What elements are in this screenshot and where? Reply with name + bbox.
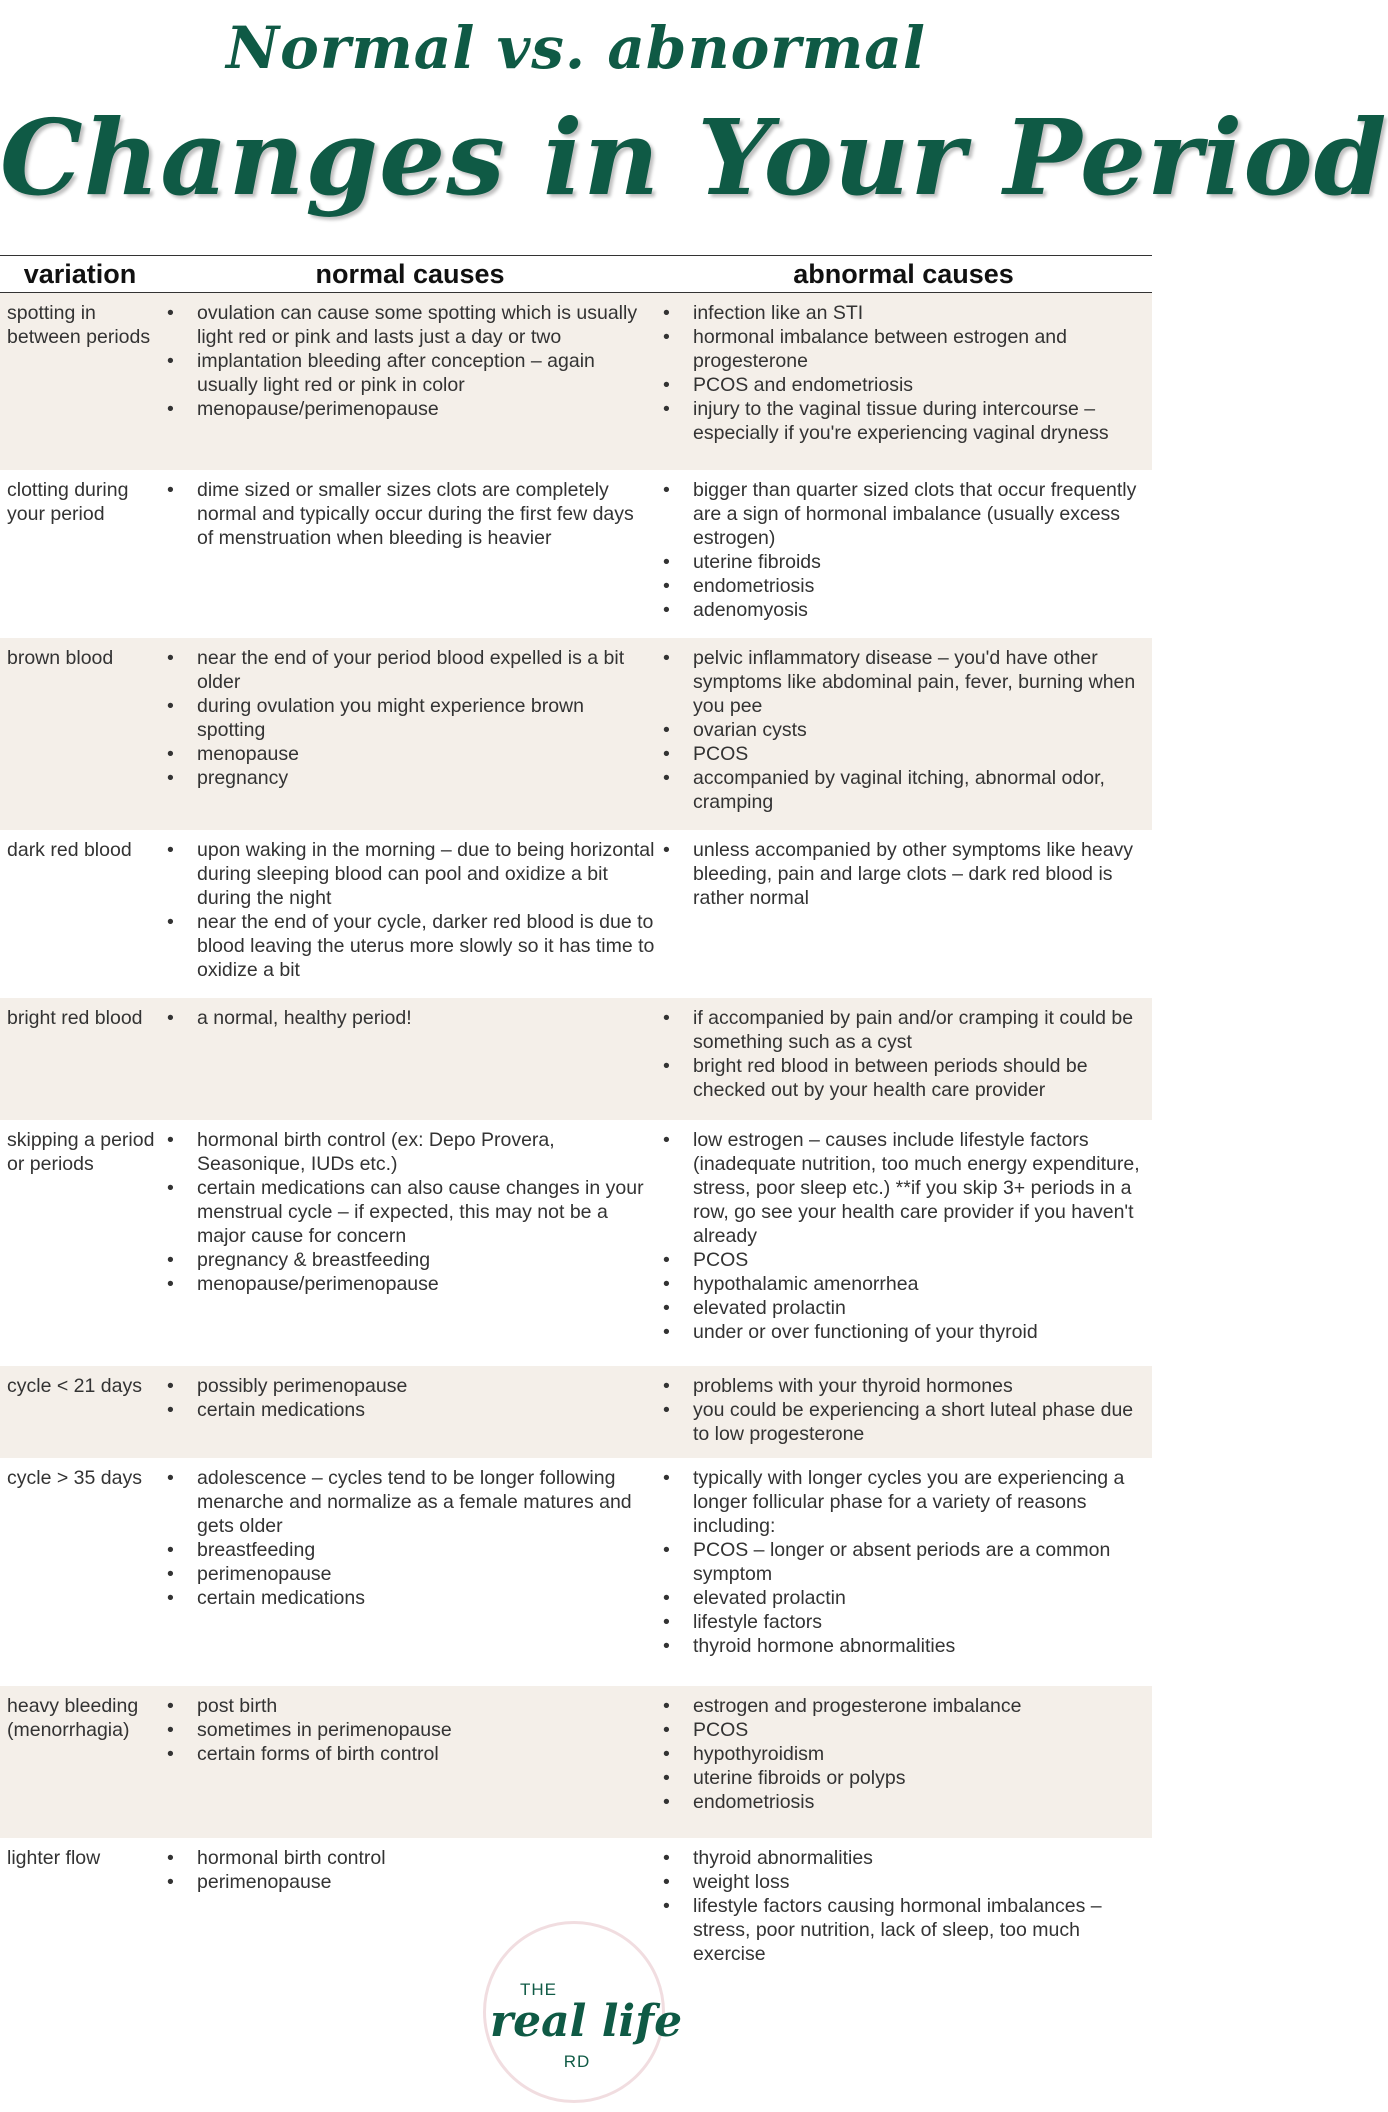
- list-item: • uterine fibroids or polyps: [661, 1766, 1151, 1790]
- abnormal-causes-list: [661, 1694, 1151, 1814]
- variation-cell: brown blood: [7, 647, 114, 669]
- abnormal-causes-list: [661, 1466, 1151, 1658]
- variation-cell: skipping a period or periods: [7, 1129, 155, 1175]
- table-row: [0, 638, 1152, 830]
- list-item: • bigger than quarter sized clots that occur frequently are a sign of hormonal imbalance (usually excess estrogen): [661, 478, 1151, 550]
- list-item: • a normal, healthy period!: [165, 1006, 655, 1030]
- list-item: • lifestyle factors causing hormonal imbalances – stress, poor nutrition, lack of sleep, too much exercise: [661, 1894, 1151, 1966]
- logo-main-text: real life: [490, 1996, 683, 2047]
- list-item: • adenomyosis: [661, 598, 1151, 622]
- list-item: • certain medications: [165, 1398, 655, 1422]
- list-item: • perimenopause: [165, 1562, 655, 1586]
- abnormal-causes-list: [661, 478, 1151, 622]
- normal-causes-list: [165, 301, 655, 421]
- variation-cell: dark red blood: [7, 839, 132, 861]
- list-item: • lifestyle factors: [661, 1610, 1151, 1634]
- list-item: • implantation bleeding after conception – again usually light red or pink in color: [165, 349, 655, 397]
- abnormal-causes-list: [661, 301, 1151, 445]
- list-item: • breastfeeding: [165, 1538, 655, 1562]
- list-item: • injury to the vaginal tissue during intercourse – especially if you're experiencing vaginal dryness: [661, 397, 1151, 445]
- variation-cell: cycle < 21 days: [7, 1375, 142, 1397]
- normal-causes-list: [165, 1006, 655, 1030]
- list-item: • unless accompanied by other symptoms like heavy bleeding, pain and large clots – dark red blood is rather normal: [661, 838, 1151, 910]
- table-row: [0, 1458, 1152, 1686]
- list-item: • menopause: [165, 742, 655, 766]
- list-item: • possibly perimenopause: [165, 1374, 655, 1398]
- list-item: • thyroid abnormalities: [661, 1846, 1151, 1870]
- normal-causes-list: [165, 1694, 655, 1766]
- column-header-normal-causes: normal causes: [315, 259, 505, 289]
- list-item: • near the end of your cycle, darker red blood is due to blood leaving the uterus more slowly so it has time to oxidize a bit: [165, 910, 655, 982]
- normal-causes-list: [165, 646, 655, 790]
- list-item: • certain forms of birth control: [165, 1742, 655, 1766]
- list-item: • certain medications: [165, 1586, 655, 1610]
- variation-cell: bright red blood: [7, 1007, 143, 1029]
- abnormal-causes-list: [661, 646, 1151, 814]
- variation-cell: lighter flow: [7, 1847, 101, 1869]
- list-item: • hormonal imbalance between estrogen and progesterone: [661, 325, 1151, 373]
- normal-causes-list: [165, 838, 655, 982]
- list-item: • pelvic inflammatory disease – you'd have other symptoms like abdominal pain, fever, burning when you pee: [661, 646, 1151, 718]
- list-item: • endometriosis: [661, 574, 1151, 598]
- list-item: • perimenopause: [165, 1870, 655, 1894]
- abnormal-causes-list: [661, 1374, 1151, 1446]
- list-item: • elevated prolactin: [661, 1586, 1151, 1610]
- variation-cell: cycle > 35 days: [7, 1467, 142, 1489]
- list-item: • certain medications can also cause changes in your menstrual cycle – if expected, this may not be a major cause for concern: [165, 1176, 655, 1248]
- brand-logo: [480, 1918, 683, 2112]
- list-item: • pregnancy: [165, 766, 655, 790]
- table-row: [0, 998, 1152, 1120]
- header: [0, 0, 1388, 255]
- variation-cell: clotting during your period: [7, 479, 129, 525]
- list-item: • pregnancy & breastfeeding: [165, 1248, 655, 1272]
- list-item: • endometriosis: [661, 1790, 1151, 1814]
- variation-cell: heavy bleeding (menorrhagia): [7, 1695, 139, 1741]
- table-header: [0, 255, 1152, 293]
- table-row: [0, 1366, 1152, 1458]
- column-header-abnormal-causes: abnormal causes: [793, 259, 1014, 289]
- list-item: • infection like an STI: [661, 301, 1151, 325]
- list-item: • hypothyroidism: [661, 1742, 1151, 1766]
- list-item: • menopause/perimenopause: [165, 1272, 655, 1296]
- list-item: • under or over functioning of your thyroid: [661, 1320, 1151, 1344]
- column-header-variation: variation: [23, 259, 137, 289]
- normal-causes-list: [165, 1466, 655, 1610]
- list-item: • PCOS: [661, 1248, 1151, 1272]
- list-item: • PCOS: [661, 1718, 1151, 1742]
- list-item: • thyroid hormone abnormalities: [661, 1634, 1151, 1658]
- page-title: Changes in Your Period: [0, 96, 1388, 219]
- list-item: • adolescence – cycles tend to be longer following menarche and normalize as a female matures and gets older: [165, 1466, 655, 1538]
- table-row: [0, 1120, 1152, 1366]
- list-item: • near the end of your period blood expelled is a bit older: [165, 646, 655, 694]
- list-item: • uterine fibroids: [661, 550, 1151, 574]
- table-row: [0, 830, 1152, 998]
- table-row: [0, 470, 1152, 638]
- list-item: • bright red blood in between periods should be checked out by your health care provider: [661, 1054, 1151, 1102]
- list-item: • dime sized or smaller sizes clots are completely normal and typically occur during the first few days of menstruation when bleeding is heavier: [165, 478, 655, 550]
- abnormal-causes-list: [661, 1006, 1151, 1102]
- list-item: • hormonal birth control (ex: Depo Provera, Seasonique, IUDs etc.): [165, 1128, 655, 1176]
- list-item: • PCOS and endometriosis: [661, 373, 1151, 397]
- list-item: • accompanied by vaginal itching, abnormal odor, cramping: [661, 766, 1151, 814]
- normal-causes-list: [165, 1846, 655, 1894]
- page-subtitle: Normal vs. abnormal: [226, 14, 926, 82]
- list-item: • ovarian cysts: [661, 718, 1151, 742]
- list-item: • upon waking in the morning – due to being horizontal during sleeping blood can pool and oxidize a bit during the night: [165, 838, 655, 910]
- list-item: • you could be experiencing a short luteal phase due to low progesterone: [661, 1398, 1151, 1446]
- list-item: • PCOS: [661, 742, 1151, 766]
- list-item: • PCOS – longer or absent periods are a common symptom: [661, 1538, 1151, 1586]
- list-item: • sometimes in perimenopause: [165, 1718, 655, 1742]
- abnormal-causes-list: [661, 1128, 1151, 1344]
- list-item: • ovulation can cause some spotting which is usually light red or pink and lasts just a day or two: [165, 301, 655, 349]
- list-item: • elevated prolactin: [661, 1296, 1151, 1320]
- list-item: • problems with your thyroid hormones: [661, 1374, 1151, 1398]
- list-item: • estrogen and progesterone imbalance: [661, 1694, 1151, 1718]
- table-row: [0, 293, 1152, 470]
- list-item: • post birth: [165, 1694, 655, 1718]
- list-item: • menopause/perimenopause: [165, 397, 655, 421]
- table-row: [0, 1686, 1152, 1838]
- normal-causes-list: [165, 1374, 655, 1422]
- variation-cell: spotting in between periods: [7, 302, 151, 348]
- normal-causes-list: [165, 478, 655, 550]
- list-item: • during ovulation you might experience brown spotting: [165, 694, 655, 742]
- list-item: • if accompanied by pain and/or cramping it could be something such as a cyst: [661, 1006, 1151, 1054]
- abnormal-causes-list: [661, 1846, 1151, 1966]
- abnormal-causes-list: [661, 838, 1151, 910]
- list-item: • hormonal birth control: [165, 1846, 655, 1870]
- list-item: • low estrogen – causes include lifestyle factors (inadequate nutrition, too much energy expenditure, stress, poor sleep etc.) **if you skip 3+ periods in a row, go see your health care provider if you haven't already: [661, 1128, 1151, 1248]
- list-item: • typically with longer cycles you are experiencing a longer follicular phase for a variety of reasons including:: [661, 1466, 1151, 1538]
- logo-rd-text: RD: [563, 2052, 591, 2071]
- list-item: • hypothalamic amenorrhea: [661, 1272, 1151, 1296]
- logo-the-text: THE: [520, 1980, 557, 1999]
- list-item: • weight loss: [661, 1870, 1151, 1894]
- normal-causes-list: [165, 1128, 655, 1296]
